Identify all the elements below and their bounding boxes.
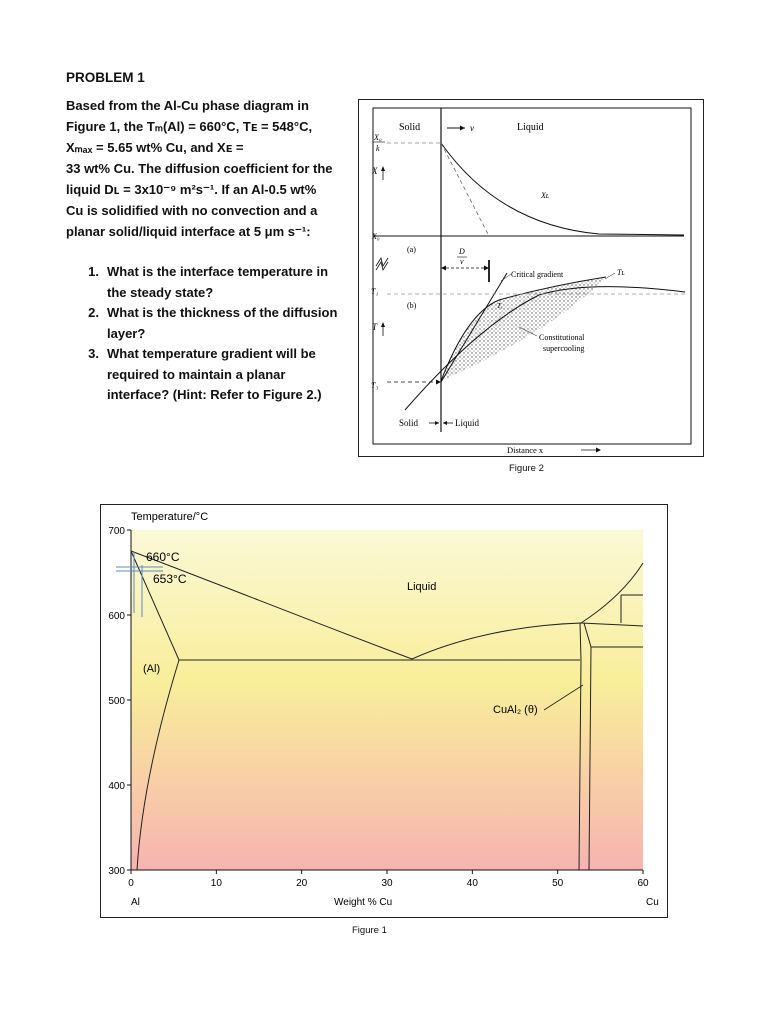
figure-1-frame bbox=[100, 504, 668, 918]
fig2-distance-label: Distance x bbox=[507, 445, 544, 455]
fig2-critical-gradient-label: Critical gradient bbox=[511, 270, 564, 279]
question-list bbox=[66, 262, 351, 406]
question-text: What is the interface temperature in the steady state? bbox=[107, 264, 329, 300]
y-tick-label: 500 bbox=[108, 696, 125, 707]
y-tick-label: 700 bbox=[108, 526, 125, 537]
x-tick-label: 30 bbox=[381, 878, 393, 889]
annotation-653c: 653°C bbox=[153, 572, 187, 586]
question-text: What temperature gradient will be required to maintain a planar interface? (Hint: Refer to Figure 2.) bbox=[107, 346, 322, 402]
fig2-v-den-label: v bbox=[460, 257, 464, 266]
question-item bbox=[66, 303, 351, 344]
question-number: 3. bbox=[88, 346, 99, 361]
annotation-660c: 660°C bbox=[146, 550, 180, 564]
figure-2-diagram bbox=[359, 100, 703, 456]
intro-line: planar solid/liquid interface at 5 μm s⁻¹: bbox=[66, 224, 311, 239]
fig2-x0k-den: k bbox=[376, 144, 380, 153]
question-number: 2. bbox=[88, 305, 99, 320]
fig2-t-axis-label: T bbox=[372, 322, 378, 332]
intro-line: Based from the Al-Cu phase diagram in bbox=[66, 98, 309, 113]
liquid-region-label: Liquid bbox=[407, 581, 437, 593]
intro-line: Xₘₐₓ = 5.65 wt% Cu, and Xᴇ = bbox=[66, 140, 244, 155]
phase-diagram bbox=[101, 505, 667, 917]
fig2-tl-label: Tʟ bbox=[617, 268, 625, 277]
intro-line: liquid Dʟ = 3x10⁻⁹ m²s⁻¹. If an Al-0.5 wt% bbox=[66, 182, 317, 197]
plot-area-background bbox=[131, 530, 643, 870]
x-axis-right-label: Cu bbox=[646, 897, 659, 908]
fig2-x-axis-label: X bbox=[372, 166, 378, 176]
fig2-supercooling-label: supercooling bbox=[543, 344, 585, 353]
fig2-solid-label: Solid bbox=[399, 122, 421, 133]
al-phase-label: (Al) bbox=[143, 663, 161, 675]
x-axis-ticks bbox=[128, 870, 649, 889]
fig2-x0k-num: X₀ bbox=[374, 133, 382, 142]
y-tick-label: 300 bbox=[108, 866, 125, 877]
y-tick-label: 400 bbox=[108, 781, 125, 792]
fig2-xl-label: Xʟ bbox=[541, 191, 550, 200]
x-tick-label: 40 bbox=[466, 878, 478, 889]
figure-1-caption: Figure 1 bbox=[352, 925, 387, 936]
fig2-d-label: D bbox=[459, 247, 465, 256]
cual2-phase-label: CuAl₂ (θ) bbox=[493, 704, 538, 716]
y-axis-title: Temperature/°C bbox=[131, 511, 209, 523]
x-axis-title: Weight % Cu bbox=[334, 897, 393, 908]
fig2-t1-label: T₁ bbox=[371, 287, 379, 296]
x-tick-label: 50 bbox=[552, 878, 564, 889]
fig2-liquid-bottom-label: Liquid bbox=[455, 418, 479, 428]
question-item bbox=[66, 262, 351, 303]
intro-line: Cu is solidified with no convection and a bbox=[66, 203, 318, 218]
fig2-xl-curve bbox=[441, 143, 684, 235]
problem-intro bbox=[66, 95, 346, 242]
problem-heading: PROBLEM 1 bbox=[66, 70, 145, 85]
intro-line: Figure 1, the Tₘ(Al) = 660°C, Tᴇ = 548°C, bbox=[66, 119, 313, 134]
fig2-liquid-label: Liquid bbox=[517, 122, 544, 133]
x-tick-label: 60 bbox=[637, 878, 649, 889]
fig2-te-label: Tₑ bbox=[497, 302, 503, 310]
figure-2-frame bbox=[358, 99, 704, 457]
fig2-solid-bottom-label: Solid bbox=[399, 418, 419, 428]
fig2-a-label: (a) bbox=[407, 245, 416, 254]
intro-line: 33 wt% Cu. The diffusion coefficient for the bbox=[66, 161, 333, 176]
figure-2-caption: Figure 2 bbox=[509, 463, 544, 474]
question-text: What is the thickness of the diffusion layer? bbox=[107, 305, 338, 341]
question-number: 1. bbox=[88, 264, 99, 279]
x-tick-label: 10 bbox=[210, 878, 222, 889]
x-axis-left-label: Al bbox=[131, 897, 140, 908]
y-tick-label: 600 bbox=[108, 611, 125, 622]
fig2-b-label: (b) bbox=[407, 301, 417, 310]
fig2-x0-label: X₀ bbox=[372, 232, 380, 241]
y-axis-ticks bbox=[108, 526, 131, 877]
fig2-constitutional-label: Constitutional bbox=[539, 333, 585, 342]
question-item bbox=[66, 344, 351, 406]
x-tick-label: 0 bbox=[128, 878, 134, 889]
fig2-v-label: v bbox=[470, 123, 474, 133]
x-tick-label: 20 bbox=[296, 878, 308, 889]
fig2-t3-label: T₃ bbox=[371, 381, 379, 390]
